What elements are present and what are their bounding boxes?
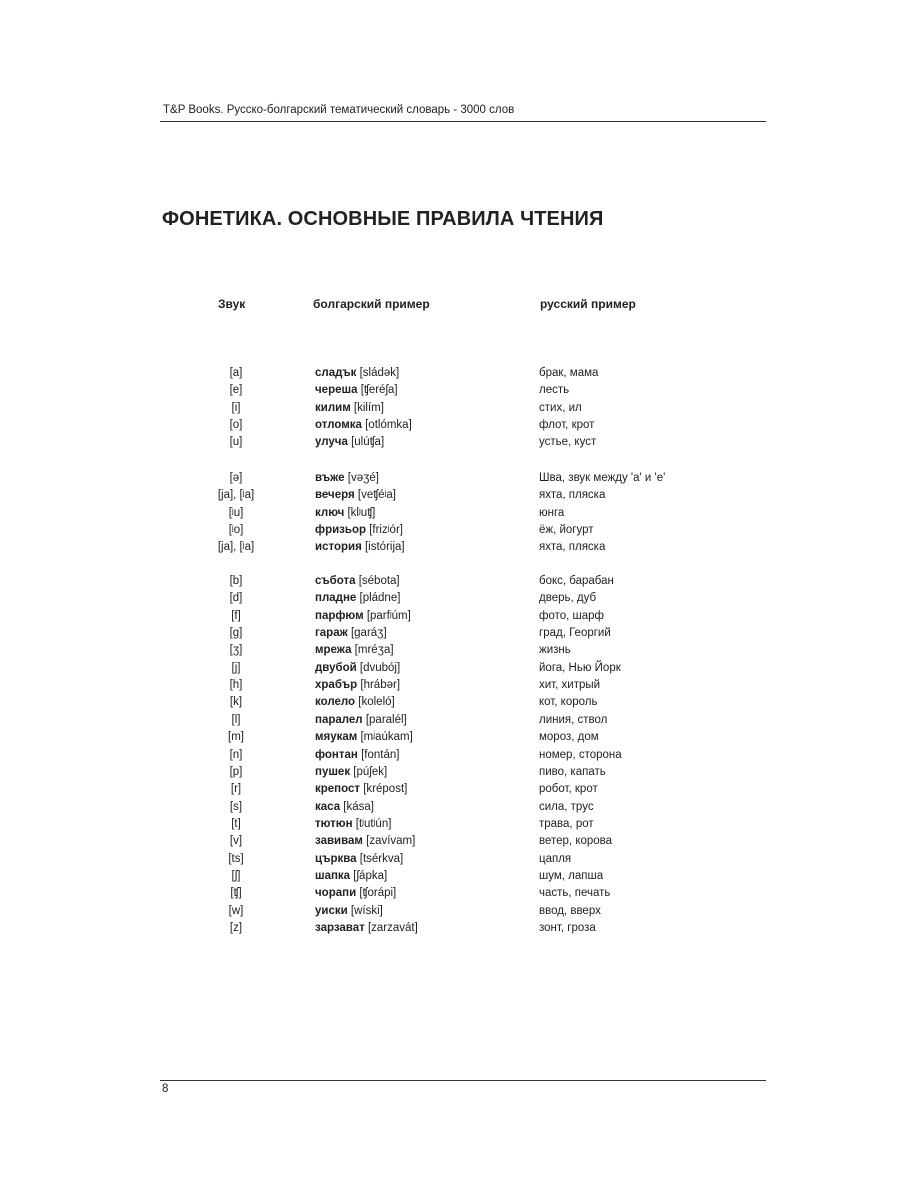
transcription: [istórija] <box>364 541 405 554</box>
russian-example: йога, Нью Йорк <box>539 661 621 674</box>
table-row <box>0 781 900 798</box>
russian-example: стих, ил <box>539 401 582 414</box>
sound-symbol: [f] <box>231 609 241 622</box>
bulgarian-word: църква <box>315 852 357 865</box>
bulgarian-word: завивам <box>315 835 363 848</box>
sound-symbol: [ja], [ʲa] <box>217 489 255 502</box>
sound-symbol: [g] <box>229 627 243 640</box>
bulgarian-word: фонтан <box>315 748 358 761</box>
russian-example: ввод, вверх <box>539 904 601 917</box>
bulgarian-example <box>315 625 387 642</box>
sound-symbol: [ʃ] <box>231 869 241 882</box>
bulgarian-example <box>315 487 396 504</box>
bulgarian-word: фризьор <box>315 524 366 537</box>
russian-example: кот, король <box>539 696 598 709</box>
chapter-title: ФОНЕТИКА. ОСНОВНЫЕ ПРАВИЛА ЧТЕНИЯ <box>162 208 604 230</box>
russian-example: шум, лапша <box>539 869 604 882</box>
bulgarian-word: колело <box>315 696 356 709</box>
bulgarian-example <box>315 382 398 399</box>
bulgarian-word: пушек <box>315 765 351 778</box>
table-row <box>0 400 900 417</box>
russian-example: бокс, барабан <box>539 575 614 587</box>
sound-symbol: [k] <box>229 696 243 709</box>
table-row <box>0 625 900 642</box>
bulgarian-word: килим <box>315 401 351 414</box>
transcription: [vəʒé] <box>347 472 379 484</box>
bulgarian-word: вечеря <box>315 489 355 502</box>
table-row <box>0 851 900 868</box>
bulgarian-word: отломка <box>315 419 362 432</box>
table-row <box>0 470 900 487</box>
bulgarian-example <box>315 851 403 868</box>
running-header: T&P Books. Русско-болгарский тематический словарь - 3000 слов <box>163 104 515 116</box>
column-header-russian: русский пример <box>540 297 636 311</box>
transcription: [klʲuʧ] <box>347 506 376 519</box>
bulgarian-example <box>315 781 407 798</box>
bulgarian-word: улуча <box>315 436 348 449</box>
bulgarian-example <box>315 505 375 522</box>
table-row <box>0 660 900 677</box>
bulgarian-example <box>315 608 411 625</box>
bulgarian-example <box>315 434 384 451</box>
russian-example: дверь, дуб <box>539 592 597 605</box>
table-row <box>0 539 900 556</box>
transcription: [veʧéʲa] <box>357 489 396 502</box>
bulgarian-example <box>315 470 379 487</box>
bulgarian-word: ключ <box>315 506 345 519</box>
sound-symbol: [u] <box>229 436 243 449</box>
bulgarian-example <box>315 573 400 590</box>
bulgarian-word: история <box>315 541 362 554</box>
sound-symbol: [b] <box>229 575 243 587</box>
transcription: [púʃek] <box>353 765 388 778</box>
table-row <box>0 712 900 729</box>
table-row <box>0 642 900 659</box>
bulgarian-example <box>315 764 387 781</box>
sound-symbol: [h] <box>229 679 243 692</box>
table-row <box>0 487 900 504</box>
transcription: [pládne] <box>359 592 401 605</box>
bulgarian-example <box>315 833 415 850</box>
table-row <box>0 833 900 850</box>
bulgarian-word: каса <box>315 800 341 813</box>
table-row <box>0 573 900 590</box>
transcription: [dvubój] <box>359 661 401 674</box>
bulgarian-example <box>315 712 407 729</box>
transcription: [ʃápka] <box>353 869 388 882</box>
bulgarian-word: въже <box>315 472 345 484</box>
sound-symbol: [n] <box>229 748 243 761</box>
russian-example: хит, хитрый <box>539 679 601 692</box>
bulgarian-example <box>315 365 399 382</box>
bulgarian-word: мрежа <box>315 644 352 657</box>
russian-example: юнга <box>539 506 565 519</box>
transcription: [mréʒa] <box>354 644 394 657</box>
transcription: [ulúʧa] <box>351 436 385 449</box>
bulgarian-example <box>315 660 400 677</box>
russian-example: ветер, корова <box>539 835 613 848</box>
bulgarian-word: мяукам <box>315 731 358 744</box>
russian-example: флот, крот <box>539 419 595 432</box>
bulgarian-word: парфюм <box>315 609 364 622</box>
bulgarian-example <box>315 920 418 937</box>
bulgarian-word: череша <box>315 384 358 397</box>
footer-divider <box>160 1080 766 1081</box>
bulgarian-word: крепост <box>315 783 361 796</box>
sound-symbol: [w] <box>228 904 244 917</box>
bulgarian-example <box>315 747 399 764</box>
bulgarian-example <box>315 677 400 694</box>
bulgarian-word: чорапи <box>315 887 357 900</box>
russian-example: трава, рот <box>539 817 594 830</box>
table-row <box>0 434 900 451</box>
sound-symbol: [t] <box>231 817 241 830</box>
bulgarian-example <box>315 590 400 607</box>
table-row <box>0 677 900 694</box>
table-row <box>0 885 900 902</box>
transcription: [frizʲór] <box>369 524 403 537</box>
sound-symbol: [l] <box>231 713 241 726</box>
bulgarian-example <box>315 799 374 816</box>
bulgarian-example <box>315 539 405 556</box>
transcription: [zavívam] <box>366 835 416 848</box>
sound-symbol: [o] <box>229 419 243 432</box>
bulgarian-word: събота <box>315 575 356 587</box>
sound-symbol: [ʲu] <box>228 506 244 519</box>
sound-symbol: [p] <box>229 765 243 778</box>
bulgarian-word: уиски <box>315 904 348 917</box>
sound-symbol: [i] <box>231 401 241 414</box>
bulgarian-example <box>315 868 387 885</box>
table-row <box>0 729 900 746</box>
table-row <box>0 868 900 885</box>
russian-example: яхта, пляска <box>539 541 606 554</box>
bulgarian-example <box>315 417 412 434</box>
sound-symbol: [ʲo] <box>228 524 244 537</box>
bulgarian-example <box>315 522 403 539</box>
russian-example: брак, мама <box>539 367 599 379</box>
bulgarian-word: храбър <box>315 679 358 692</box>
page-number: 8 <box>162 1083 169 1095</box>
russian-example: линия, ствол <box>539 713 608 726</box>
sound-symbol: [e] <box>229 384 243 397</box>
russian-example: сила, трус <box>539 800 594 813</box>
table-row <box>0 816 900 833</box>
table-row <box>0 505 900 522</box>
russian-example: лесть <box>539 384 570 397</box>
russian-example: пиво, капать <box>539 765 606 778</box>
table-row <box>0 365 900 382</box>
russian-example: устье, куст <box>539 436 597 449</box>
sound-symbol: [ʧ] <box>230 887 242 900</box>
sound-symbol: [r] <box>230 783 242 796</box>
sound-symbol: [d] <box>229 592 243 605</box>
russian-example: Шва, звук между 'а' и 'е' <box>539 472 666 484</box>
table-row <box>0 382 900 399</box>
russian-example: ёж, йогурт <box>539 524 594 537</box>
bulgarian-word: зарзават <box>315 922 365 934</box>
transcription: [tʲutʲún] <box>355 817 392 830</box>
bulgarian-word: шапка <box>315 869 351 882</box>
bulgarian-word: сладък <box>315 367 357 379</box>
transcription: [mʲaúkam] <box>360 731 413 744</box>
russian-example: град, Георгий <box>539 627 611 640</box>
transcription: [wíski] <box>350 904 383 917</box>
bulgarian-word: гараж <box>315 627 348 640</box>
russian-example: цапля <box>539 852 572 865</box>
bulgarian-word: пладне <box>315 592 357 605</box>
sound-symbol: [v] <box>229 835 243 848</box>
table-row <box>0 694 900 711</box>
transcription: [sébota] <box>358 575 400 587</box>
transcription: [kása] <box>343 800 374 813</box>
bulgarian-example <box>315 642 394 659</box>
russian-example: робот, крот <box>539 783 598 796</box>
table-row <box>0 590 900 607</box>
transcription: [koleló] <box>358 696 395 709</box>
table-row <box>0 747 900 764</box>
sound-symbol: [ja], [ʲa] <box>217 541 255 554</box>
transcription: [ʧorápi] <box>359 887 397 900</box>
russian-example: яхта, пляска <box>539 489 606 502</box>
transcription: [hrábər] <box>360 679 401 692</box>
transcription: [krépost] <box>363 783 408 796</box>
transcription: [garáʒ] <box>350 627 387 640</box>
sound-symbol: [m] <box>228 731 244 744</box>
transcription: [paralél] <box>365 713 407 726</box>
table-row <box>0 417 900 434</box>
sound-symbol: [ts] <box>228 852 244 865</box>
table-row <box>0 608 900 625</box>
table-row <box>0 799 900 816</box>
bulgarian-example <box>315 816 391 833</box>
russian-example: часть, печать <box>539 887 611 900</box>
sound-symbol: [s] <box>229 800 243 813</box>
column-header-bulgarian: болгарский пример <box>313 297 430 311</box>
transcription: [fontán] <box>361 748 400 761</box>
table-row <box>0 522 900 539</box>
table-row <box>0 764 900 781</box>
bulgarian-example <box>315 400 384 417</box>
sound-symbol: [a] <box>229 367 243 379</box>
transcription: [kilím] <box>353 401 384 414</box>
sound-symbol: [z] <box>229 922 243 934</box>
sound-symbol: [j] <box>231 661 241 674</box>
transcription: [sládək] <box>359 367 400 379</box>
transcription: [otlómka] <box>365 419 412 432</box>
transcription: [ʧeréʃa] <box>360 384 398 397</box>
transcription: [zarzavát] <box>367 922 418 934</box>
russian-example: фото, шарф <box>539 609 605 622</box>
table-row <box>0 903 900 920</box>
bulgarian-word: тютюн <box>315 817 353 830</box>
russian-example: номер, сторона <box>539 748 622 761</box>
table-row <box>0 920 900 937</box>
sound-symbol: [ʒ] <box>229 644 243 657</box>
sound-symbol: [ə] <box>229 472 243 484</box>
russian-example: жизнь <box>539 644 571 657</box>
russian-example: зонт, гроза <box>539 922 596 934</box>
transcription: [tsérkva] <box>359 852 404 865</box>
bulgarian-example <box>315 729 413 746</box>
transcription: [parfʲúm] <box>366 609 411 622</box>
column-header-sound: Звук <box>218 297 246 311</box>
bulgarian-word: двубой <box>315 661 357 674</box>
bulgarian-example <box>315 885 396 902</box>
russian-example: мороз, дом <box>539 731 599 744</box>
bulgarian-example <box>315 903 383 920</box>
bulgarian-example <box>315 694 395 711</box>
bulgarian-word: паралел <box>315 713 363 726</box>
